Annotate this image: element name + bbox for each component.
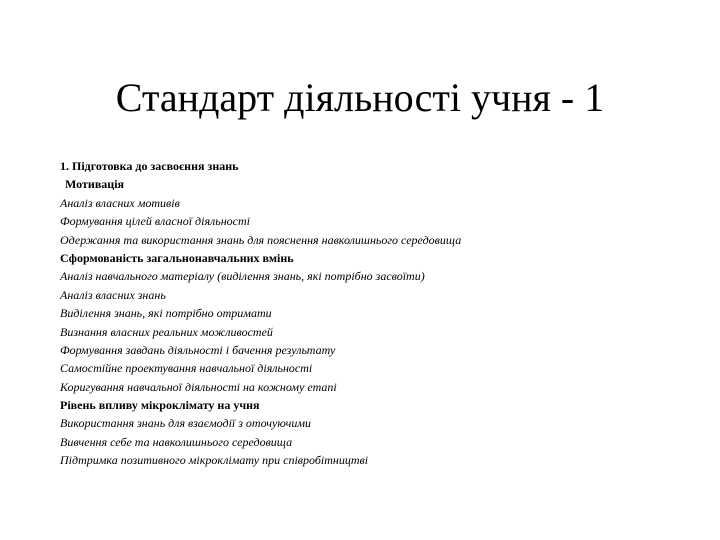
subheading-general-skills: Сформованість загальнонавчальних вмінь <box>60 250 294 265</box>
list-item: Аналіз власних знань <box>60 287 166 302</box>
slide-body <box>60 157 680 470</box>
slide-title: Стандарт діяльності учня - 1 <box>115 75 605 120</box>
list-item: Виділення знань, які потрібно отримати <box>60 306 272 321</box>
list-item: Вивчення себе та навколишнього середовища <box>60 434 293 449</box>
list-item: Коригування навчальної діяльності на кожному етапі <box>60 379 337 394</box>
list-item: Підтримка позитивного мікроклімату при співробітництві <box>60 453 369 468</box>
list-item: Визнання власних реальних можливостей <box>60 324 273 339</box>
list-item: Використання знань для взаємодії з оточуючими <box>60 416 312 431</box>
section-heading-preparation: 1. Підготовка до засвоєння знань <box>60 159 239 173</box>
list-item: Одержання та використання знань для пояснення навколишнього середовища <box>60 232 462 247</box>
list-item: Аналіз навчального матеріалу (виділення знань, які потрібно засвоїти) <box>60 269 425 284</box>
list-item: Формування цілей власної діяльності <box>60 214 250 229</box>
list-item: Формування завдань діяльності і бачення результату <box>60 342 336 357</box>
list-item: Самостійне проектування навчальної діяльності <box>60 361 313 376</box>
list-item: Аналіз власних мотивів <box>60 195 180 210</box>
subheading-microclimate: Рівень впливу мікроклімату на учня <box>60 398 260 413</box>
subheading-motivation: Мотивація <box>65 177 125 192</box>
